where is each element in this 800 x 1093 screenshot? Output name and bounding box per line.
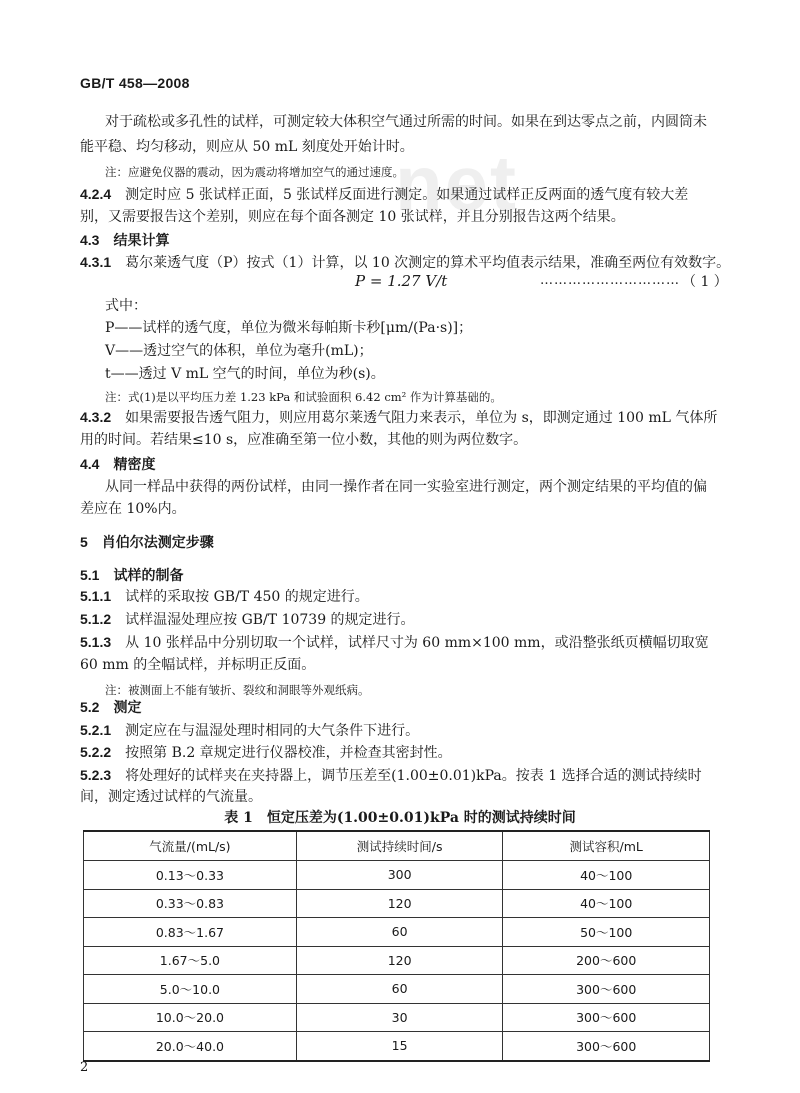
section-title: 肖伯尔法测定步骤 xyxy=(101,535,214,551)
cell-flow: 0.83～1.67 xyxy=(84,918,297,947)
section-title: 测定 xyxy=(113,700,142,716)
paragraph-line: 60 mm 的全幅试样，并标明正反面。 xyxy=(80,657,316,673)
paragraph-line: 能平稳、均匀移动，则应从 50 mL 刻度处开始计时。 xyxy=(80,139,414,155)
column-header-volume: 测试容积/mL xyxy=(503,831,710,861)
table-row xyxy=(84,1032,710,1061)
clause-text: 按照第 B.2 章规定进行仪器校准，并检查其密封性。 xyxy=(125,745,452,761)
section-5-heading xyxy=(80,532,214,553)
clause-5-1-3 xyxy=(80,632,709,653)
clause-text: 试样的采取按 GB/T 450 的规定进行。 xyxy=(125,589,369,605)
paragraph-line: 用的时间。若结果≤10 s，应准确至第一位小数，其他的则为两位数字。 xyxy=(80,432,528,448)
table-row xyxy=(84,918,710,947)
clause-4-3-1 xyxy=(80,252,730,273)
table-header-row xyxy=(84,831,710,861)
cell-volume: 40～100 xyxy=(503,861,710,890)
cell-volume: 50～100 xyxy=(503,918,710,947)
cell-duration: 60 xyxy=(296,975,503,1004)
formula: P = 1.27 V/t xyxy=(355,272,448,290)
clause-text: 从 10 张样品中分别切取一个试样，试样尺寸为 60 mm×100 mm，或沿整张纸页横幅切取宽 xyxy=(125,635,709,651)
table-row xyxy=(84,946,710,975)
formula-number: （ 1 ） xyxy=(682,274,728,290)
paragraph-line: 从同一样品中获得的两份试样，由同一操作者在同一实验室进行测定，两个测定结果的平均值的偏 xyxy=(105,479,707,495)
watermark: net xyxy=(395,139,518,227)
clause-text: 将处理好的试样夹在夹持器上，调节压差至(1.00±0.01)kPa。按表 1 选择合适的测试持续时 xyxy=(125,768,702,784)
test-duration-table xyxy=(83,830,710,1062)
section-title: 结果计算 xyxy=(113,233,170,249)
standard-number: GB/T 458—2008 xyxy=(80,75,190,91)
cell-flow: 1.67～5.0 xyxy=(84,946,297,975)
column-header-duration: 测试持续时间/s xyxy=(296,831,503,861)
clause-number: 4.3.2 xyxy=(80,409,112,425)
cell-duration: 120 xyxy=(296,889,503,918)
clause-4-3-2 xyxy=(80,407,717,428)
clause-text: 试样温湿处理应按 GB/T 10739 的规定进行。 xyxy=(125,612,415,628)
section-4-4-heading xyxy=(80,454,155,475)
variable-definition: V——透过空气的体积，单位为毫升(mL)； xyxy=(105,343,373,359)
cell-volume: 300～600 xyxy=(503,1003,710,1032)
table-row xyxy=(84,861,710,890)
clause-4-2-4 xyxy=(80,184,688,205)
cell-flow: 20.0～40.0 xyxy=(84,1032,297,1061)
paragraph-line: 差应在 10%内。 xyxy=(80,501,186,517)
clause-number: 4.2.4 xyxy=(80,186,112,202)
clause-5-1-2 xyxy=(80,609,415,630)
table-row xyxy=(84,889,710,918)
cell-volume: 300～600 xyxy=(503,975,710,1004)
clause-number: 5.2.1 xyxy=(80,722,112,738)
table-row xyxy=(84,975,710,1004)
clause-number: 5.2.2 xyxy=(80,744,112,760)
clause-5-1-1 xyxy=(80,586,369,607)
note: 注：应避免仪器的震动，因为震动将增加空气的通过速度。 xyxy=(105,165,404,179)
paragraph-line: 别，又需要报告这个差别，则应在每个面各测定 10 张试样，并且分别报告这两个结果。 xyxy=(80,209,625,225)
cell-duration: 60 xyxy=(296,918,503,947)
section-number: 5.1 xyxy=(80,567,100,583)
section-number: 5.2 xyxy=(80,699,100,715)
cell-flow: 10.0～20.0 xyxy=(84,1003,297,1032)
section-title: 精密度 xyxy=(113,457,156,473)
paragraph-line: 间，测定透过试样的气流量。 xyxy=(80,789,262,805)
cell-duration: 15 xyxy=(296,1032,503,1061)
clause-number: 5.1.1 xyxy=(80,588,112,604)
cell-duration: 120 xyxy=(296,946,503,975)
section-number: 4.3 xyxy=(80,232,100,248)
table-row xyxy=(84,1003,710,1032)
paragraph-line: 对于疏松或多孔性的试样，可测定较大体积空气通过所需的时间。如果在到达零点之前，内圆筒未 xyxy=(105,114,707,130)
section-5-2-heading xyxy=(80,697,141,718)
clause-number: 5.1.2 xyxy=(80,611,112,627)
cell-flow: 0.33～0.83 xyxy=(84,889,297,918)
note: 注：式(1)是以平均压力差 1.23 kPa 和试验面积 6.42 cm² 作为计算基础的。 xyxy=(105,390,502,404)
formula-leader-dots: ………………………… xyxy=(540,273,680,288)
table-caption: 表 1 恒定压差为(1.00±0.01)kPa 时的测试持续时间 xyxy=(224,810,576,826)
section-number: 5 xyxy=(80,534,88,550)
cell-volume: 40～100 xyxy=(503,889,710,918)
variable-definition: P——试样的透气度，单位为微米每帕斯卡秒[μm/(Pa·s)]； xyxy=(105,320,473,336)
clause-text: 葛尔莱透气度（P）按式（1）计算，以 10 次测定的算术平均值表示结果，准确至两位有效数字。 xyxy=(125,255,731,271)
clause-text: 如果需要报告透气阻力，则应用葛尔莱透气阻力来表示，单位为 s，即测定通过 100 mL 气体所 xyxy=(125,410,718,426)
cell-flow: 5.0～10.0 xyxy=(84,975,297,1004)
section-title: 试样的制备 xyxy=(113,568,184,584)
cell-flow: 0.13～0.33 xyxy=(84,861,297,890)
note: 注：被测面上不能有皱折、裂纹和洞眼等外观纸病。 xyxy=(105,683,370,697)
clause-text: 测定时应 5 张试样正面，5 张试样反面进行测定。如果通过试样正反两面的透气度有较大差 xyxy=(125,187,689,203)
cell-duration: 300 xyxy=(296,861,503,890)
cell-volume: 300～600 xyxy=(503,1032,710,1061)
section-5-1-heading xyxy=(80,565,183,586)
column-header-flow: 气流量/(mL/s) xyxy=(84,831,297,861)
cell-duration: 30 xyxy=(296,1003,503,1032)
section-number: 4.4 xyxy=(80,456,100,472)
clause-5-2-2 xyxy=(80,742,452,763)
where-label: 式中： xyxy=(105,298,147,314)
clause-5-2-1 xyxy=(80,720,419,741)
variable-definition: t——透过 V mL 空气的时间，单位为秒(s)。 xyxy=(105,366,385,382)
page-number: 2 xyxy=(80,1060,89,1075)
clause-5-2-3 xyxy=(80,765,702,786)
clause-number: 5.2.3 xyxy=(80,767,112,783)
section-4-3-heading xyxy=(80,230,169,251)
cell-volume: 200～600 xyxy=(503,946,710,975)
clause-text: 测定应在与温湿处理时相同的大气条件下进行。 xyxy=(125,723,420,739)
clause-number: 4.3.1 xyxy=(80,254,112,270)
clause-number: 5.1.3 xyxy=(80,634,112,650)
